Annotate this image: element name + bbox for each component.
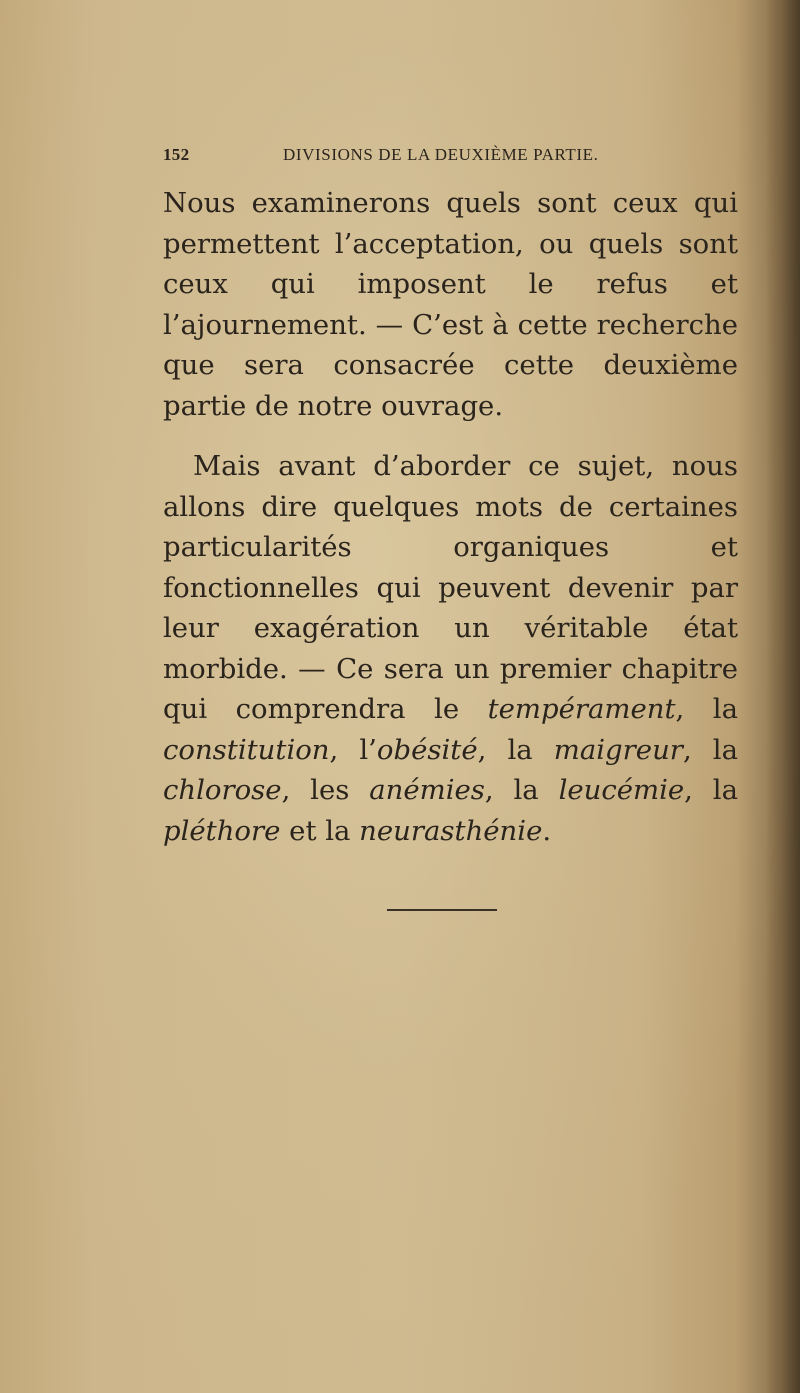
italic-term-maigreur: maigreur [553, 733, 683, 766]
paragraph-2 [163, 446, 738, 851]
page-number: 152 [163, 145, 190, 164]
text-run: , les [281, 774, 370, 806]
page-gutter-shadow [766, 0, 800, 1393]
body-text [163, 183, 738, 851]
italic-term-temperament: tempérament [487, 693, 676, 725]
italic-term-chlorose: chlorose [163, 774, 282, 806]
running-title: DIVISIONS DE LA DEUXIÈME PARTIE. [283, 145, 599, 164]
italic-term-neurasthenie: neurasthénie [359, 814, 543, 847]
text-run: , la [675, 693, 738, 725]
text-run: et la [280, 814, 360, 847]
paragraph-1: Nous examinerons quels sont ceux qui permettent l’acceptation, ou quels sont ceux qui imposent le refus et l’ajournement. — C’est à cette recherche que sera consacrée cette deuxième partie de notre ouvrage. [163, 187, 738, 422]
text-run: . [542, 814, 552, 847]
text-run: , la [682, 733, 738, 766]
section-end-rule [387, 909, 497, 911]
text-run: , la [684, 774, 738, 806]
italic-term-constitution: constitution [163, 733, 330, 766]
page-header [163, 145, 723, 169]
text-run: , la [477, 733, 554, 766]
italic-term-plethore: pléthore [163, 814, 281, 847]
text-run: , la [484, 774, 559, 806]
text-run: , l’ [329, 733, 377, 766]
text-run: Mais avant d’aborder ce sujet, nous allons dire quelques mots de certaines particularités organiques et fonctionnelles qui peuvent devenir par leur exagération un véritable état morbide. — Ce sera un premier chapitre qui comprendra le [163, 450, 738, 725]
italic-term-anemies: anémies [369, 774, 485, 806]
italic-term-obesite: obésité [376, 733, 478, 766]
italic-term-leucemie: leucémie [558, 774, 685, 806]
